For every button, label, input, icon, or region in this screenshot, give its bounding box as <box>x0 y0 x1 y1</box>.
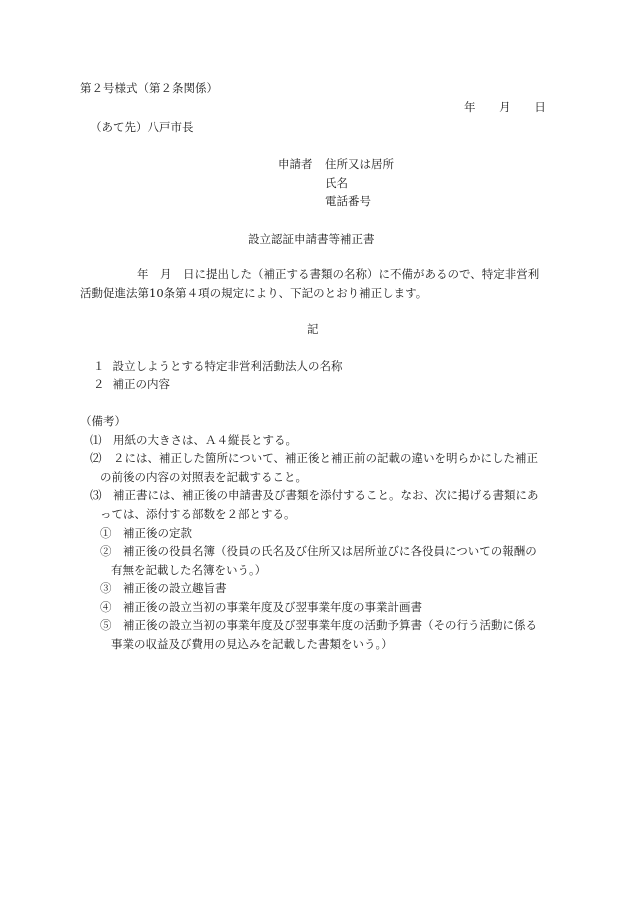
addressee: （あて先）八戸市長 <box>90 120 194 134</box>
item-1 <box>93 358 343 374</box>
date-month: 月 <box>499 100 511 114</box>
subnote-1: ① 補正後の定款 <box>100 526 192 540</box>
ki-heading: 記 <box>307 322 319 336</box>
item-1-text: 設立しようとする特定非営利活動法人の名称 <box>112 359 343 373</box>
applicant-name-label: 氏名 <box>325 176 348 190</box>
note-1: ⑴ 用紙の大きさは、Ａ４縦長とする。 <box>90 433 297 447</box>
applicant-phone-label: 電話番号 <box>325 194 371 208</box>
form-label: 第２号様式（第２条関係） <box>80 81 218 95</box>
subnote-2-line-2: 有無を記載した名簿をいう。） <box>111 563 267 577</box>
applicant-address-label: 住所又は居所 <box>325 157 394 171</box>
notes-heading: （備考） <box>80 414 126 428</box>
item-2 <box>93 376 170 392</box>
date-day: 日 <box>534 100 546 114</box>
subnote-5-line-2: 事業の収益及び費用の見込みを記載した書類をいう。） <box>111 637 393 651</box>
subnote-3: ③ 補正後の設立趣旨書 <box>100 581 227 595</box>
note-2-line-1: ⑵ ２には、補正した箇所について、補正後と補正前の記載の違いを明らかにした補正 <box>90 451 539 465</box>
item-2-text: 補正の内容 <box>112 377 170 391</box>
document-title: 設立認証申請書等補正書 <box>248 232 375 246</box>
subnote-4: ④ 補正後の設立当初の事業年度及び翌事業年度の事業計画書 <box>100 600 422 614</box>
applicant-heading: 申請者 <box>278 157 313 171</box>
note-3-line-1: ⑶ 補正書には、補正後の申請書及び書類を添付すること。なお、次に掲げる書類にあ <box>90 488 539 502</box>
body-line-1: 年 月 日に提出した（補正する書類の名称）に不備があるので、特定非営利 <box>137 267 540 281</box>
note-3-line-2: っては、添付する部数を２部とする。 <box>100 507 296 521</box>
item-2-number: ２ <box>93 377 105 391</box>
date-year: 年 <box>464 100 476 114</box>
body-line-2: 活動促進法第10条第４項の規定により、下記のとおり補正します。 <box>80 286 428 300</box>
note-2-line-2: の前後の内容の対照表を記載すること。 <box>100 470 307 484</box>
subnote-5-line-1: ⑤ 補正後の設立当初の事業年度及び翌事業年度の活動予算書（その行う活動に係る <box>100 618 537 632</box>
date-line <box>464 99 546 115</box>
item-1-number: １ <box>93 359 105 373</box>
subnote-2-line-1: ② 補正後の役員名簿（役員の氏名及び住所又は居所並びに各役員についての報酬の <box>100 544 537 558</box>
